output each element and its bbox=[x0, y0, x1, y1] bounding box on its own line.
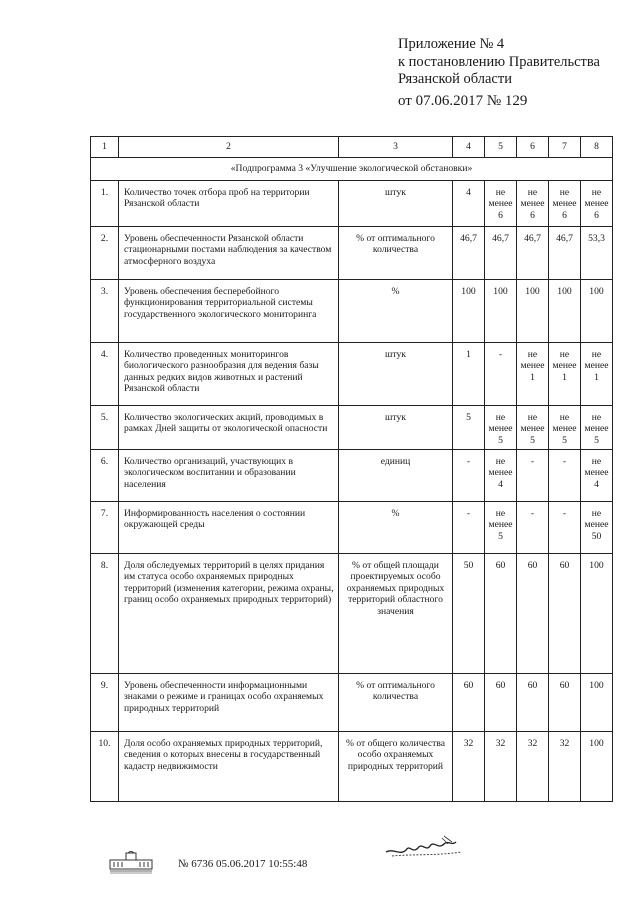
indicator-name: Доля обследуемых территорий в целях придания им статуса особо охраняемых природных территорий (изменения категории, режима охраны, границ особо охраняемых природных территорий) bbox=[119, 553, 339, 673]
value-col-5: не менее 5 bbox=[485, 501, 517, 553]
value-col-7: - bbox=[549, 501, 581, 553]
column-header: 3 bbox=[339, 137, 453, 158]
row-number: 10. bbox=[91, 731, 119, 801]
value-col-5: 32 bbox=[485, 731, 517, 801]
table-row bbox=[91, 673, 613, 731]
appendix-reference: к постановлению Правительства bbox=[398, 53, 600, 70]
value-col-6: не менее 1 bbox=[517, 342, 549, 405]
value-col-7: - bbox=[549, 449, 581, 501]
table-row bbox=[91, 731, 613, 801]
value-col-4: 100 bbox=[453, 279, 485, 342]
row-number: 7. bbox=[91, 501, 119, 553]
column-header: 8 bbox=[581, 137, 613, 158]
column-header: 7 bbox=[549, 137, 581, 158]
table-row bbox=[91, 553, 613, 673]
table-row bbox=[91, 279, 613, 342]
indicators-table bbox=[90, 136, 613, 802]
value-col-6: - bbox=[517, 449, 549, 501]
value-col-7: 100 bbox=[549, 279, 581, 342]
table-row bbox=[91, 226, 613, 279]
value-col-5: не менее 5 bbox=[485, 405, 517, 449]
value-col-4: 50 bbox=[453, 553, 485, 673]
value-col-4: 60 bbox=[453, 673, 485, 731]
value-col-8: 53,3 bbox=[581, 226, 613, 279]
value-col-7: не менее 1 bbox=[549, 342, 581, 405]
appendix-title: Приложение № 4 bbox=[398, 36, 505, 52]
value-col-4: 32 bbox=[453, 731, 485, 801]
indicator-name: Уровень обеспеченности Рязанской области стационарными постами наблюдения за качеством атмосферного воздуха bbox=[119, 226, 339, 279]
value-col-4: 1 bbox=[453, 342, 485, 405]
appendix-region: Рязанской области bbox=[398, 71, 512, 87]
value-col-8: 100 bbox=[581, 553, 613, 673]
row-number: 6. bbox=[91, 449, 119, 501]
table-row bbox=[91, 449, 613, 501]
value-col-6: - bbox=[517, 501, 549, 553]
column-header: 4 bbox=[453, 137, 485, 158]
row-number: 5. bbox=[91, 405, 119, 449]
unit-of-measure: % от общего количества особо охраняемых природных территорий bbox=[339, 731, 453, 801]
value-col-8: 100 bbox=[581, 731, 613, 801]
value-col-7: 46,7 bbox=[549, 226, 581, 279]
indicator-name: Количество точек отбора проб на территории Рязанской области bbox=[119, 180, 339, 226]
value-col-8: не менее 1 bbox=[581, 342, 613, 405]
value-col-5: 60 bbox=[485, 673, 517, 731]
value-col-6: 60 bbox=[517, 673, 549, 731]
table-row bbox=[91, 342, 613, 405]
row-number: 3. bbox=[91, 279, 119, 342]
value-col-5: 60 bbox=[485, 553, 517, 673]
value-col-6: 46,7 bbox=[517, 226, 549, 279]
column-header: 2 bbox=[119, 137, 339, 158]
value-col-7: не менее 5 bbox=[549, 405, 581, 449]
table-row bbox=[91, 501, 613, 553]
unit-of-measure: единиц bbox=[339, 449, 453, 501]
subprogram-row bbox=[91, 158, 613, 181]
registration-stamp: № 6736 05.06.2017 10:55:48 bbox=[178, 858, 308, 870]
value-col-7: 60 bbox=[549, 553, 581, 673]
table-row bbox=[91, 405, 613, 449]
indicator-name: Количество проведенных мониторингов биологического разнообразия для ведения базы данных редких видов животных и растений Рязанской области bbox=[119, 342, 339, 405]
value-col-5: - bbox=[485, 342, 517, 405]
column-header: 6 bbox=[517, 137, 549, 158]
value-col-7: 60 bbox=[549, 673, 581, 731]
value-col-8: 100 bbox=[581, 673, 613, 731]
document-header bbox=[398, 36, 638, 110]
unit-of-measure: % от общей площади проектируемых особо охраняемых природных территорий областного значения bbox=[339, 553, 453, 673]
registry-logo-icon bbox=[108, 850, 154, 874]
indicator-name: Информированность населения о состоянии окружающей среды bbox=[119, 501, 339, 553]
value-col-7: 32 bbox=[549, 731, 581, 801]
value-col-4: - bbox=[453, 501, 485, 553]
indicator-name: Доля особо охраняемых природных территорий, сведения о которых внесены в государственный кадастр недвижимости bbox=[119, 731, 339, 801]
handwritten-signature bbox=[382, 830, 472, 866]
value-col-8: 100 bbox=[581, 279, 613, 342]
row-number: 1. bbox=[91, 180, 119, 226]
value-col-6: 60 bbox=[517, 553, 549, 673]
row-number: 8. bbox=[91, 553, 119, 673]
value-col-6: не менее 5 bbox=[517, 405, 549, 449]
indicator-name: Уровень обеспечения бесперебойного функционирования территориальной системы государственного экологического мониторинга bbox=[119, 279, 339, 342]
unit-of-measure: штук bbox=[339, 342, 453, 405]
row-number: 2. bbox=[91, 226, 119, 279]
unit-of-measure: штук bbox=[339, 405, 453, 449]
value-col-5: не менее 4 bbox=[485, 449, 517, 501]
row-number: 4. bbox=[91, 342, 119, 405]
indicator-name: Количество организаций, участвующих в экологическом воспитании и образовании населения bbox=[119, 449, 339, 501]
value-col-5: не менее 6 bbox=[485, 180, 517, 226]
value-col-8: не менее 4 bbox=[581, 449, 613, 501]
subprogram-title: «Подпрограмма 3 «Улучшение экологической обстановки» bbox=[91, 158, 613, 181]
unit-of-measure: % bbox=[339, 279, 453, 342]
value-col-6: 32 bbox=[517, 731, 549, 801]
value-col-4: 5 bbox=[453, 405, 485, 449]
appendix-date: от 07.06.2017 № 129 bbox=[398, 92, 528, 109]
value-col-6: не менее 6 bbox=[517, 180, 549, 226]
unit-of-measure: % от оптимального количества bbox=[339, 226, 453, 279]
value-col-7: не менее 6 bbox=[549, 180, 581, 226]
column-header-row bbox=[91, 137, 613, 158]
row-number: 9. bbox=[91, 673, 119, 731]
unit-of-measure: % от оптимального количества bbox=[339, 673, 453, 731]
value-col-4: - bbox=[453, 449, 485, 501]
indicator-name: Количество экологических акций, проводимых в рамках Дней защиты от экологической опасности bbox=[119, 405, 339, 449]
value-col-6: 100 bbox=[517, 279, 549, 342]
value-col-4: 46,7 bbox=[453, 226, 485, 279]
column-header: 5 bbox=[485, 137, 517, 158]
indicator-name: Уровень обеспеченности информационными знаками о режиме и границах особо охраняемых природных территорий bbox=[119, 673, 339, 731]
column-header: 1 bbox=[91, 137, 119, 158]
value-col-8: не менее 5 bbox=[581, 405, 613, 449]
unit-of-measure: штук bbox=[339, 180, 453, 226]
unit-of-measure: % bbox=[339, 501, 453, 553]
value-col-8: не менее 6 bbox=[581, 180, 613, 226]
value-col-4: 4 bbox=[453, 180, 485, 226]
table-row bbox=[91, 180, 613, 226]
value-col-5: 46,7 bbox=[485, 226, 517, 279]
value-col-8: не менее 50 bbox=[581, 501, 613, 553]
value-col-5: 100 bbox=[485, 279, 517, 342]
